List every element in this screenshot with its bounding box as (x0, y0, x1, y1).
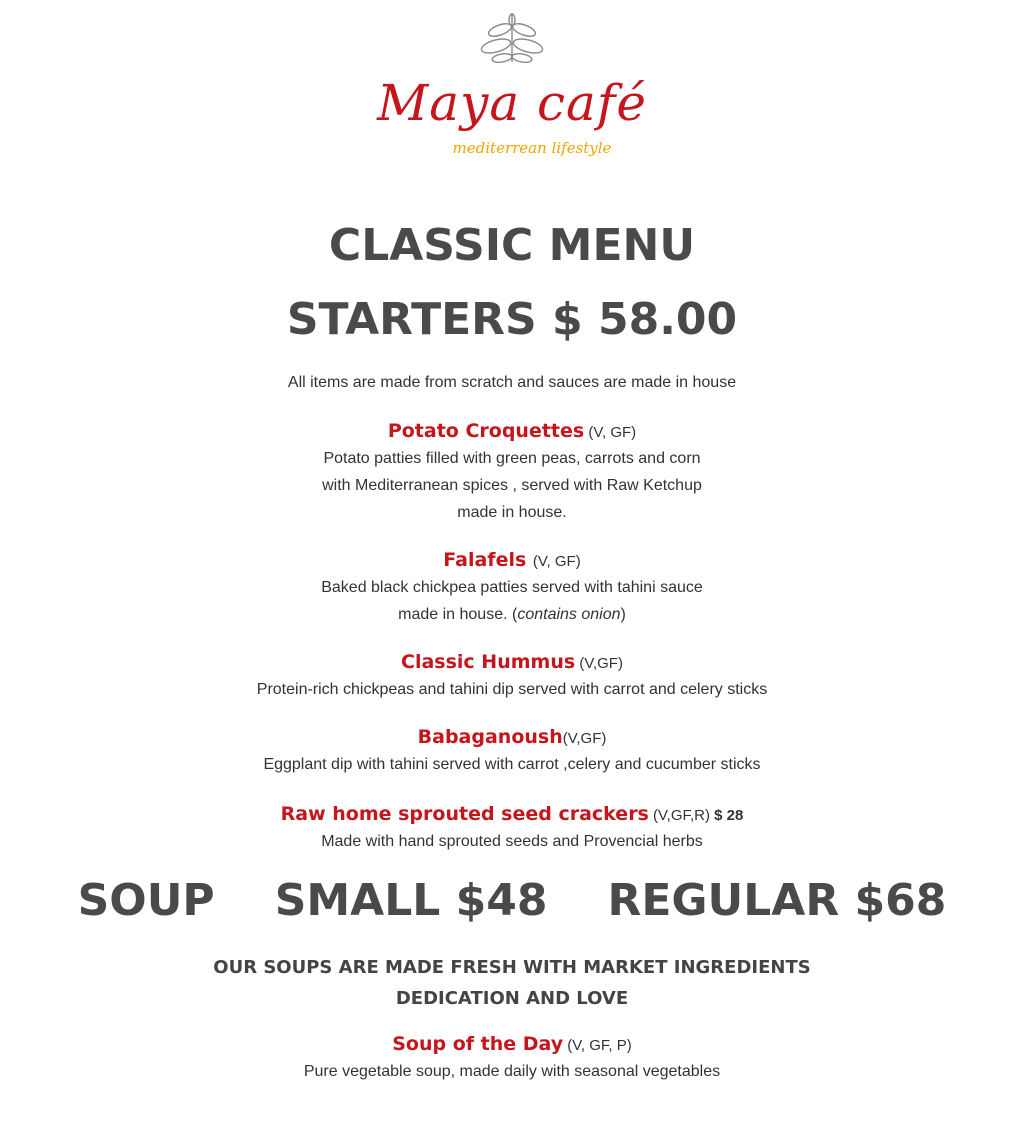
soup-header (0, 872, 1024, 930)
starters-title: STARTERS $ 58.00 (286, 294, 738, 345)
menu-item-seed-crackers (0, 802, 1024, 855)
item-name: Raw home sprouted seed crackers (280, 803, 649, 825)
item-tags: (V, GF, P) (563, 1037, 632, 1054)
item-description-line: made in house. (457, 504, 567, 521)
soup-note-line: DEDICATION AND LOVE (395, 988, 629, 1009)
allergen-note: contains onion (517, 606, 621, 623)
item-description-text: ) (620, 606, 626, 623)
soup-label: SOUP (77, 875, 215, 926)
menu-item-falafels (0, 548, 1024, 628)
soup-note (0, 952, 1024, 1014)
olive-branch-icon (474, 10, 550, 66)
item-description (0, 751, 1024, 778)
item-tags: (V,GF,R) (648, 807, 715, 824)
item-name: Babaganoush (417, 726, 563, 748)
soup-note-line: OUR SOUPS ARE MADE FRESH WITH MARKET INGREDIENTS (213, 957, 811, 978)
item-name: Soup of the Day (392, 1033, 564, 1055)
intro-text: All items are made from scratch and sauces are made in house (287, 374, 737, 391)
item-price: $ 28 (714, 807, 744, 824)
item-description (0, 574, 1024, 628)
menu-item-babaganoush (0, 725, 1024, 778)
item-description-line (0, 601, 1024, 628)
item-description (0, 828, 1024, 855)
item-description-line: Baked black chickpea patties served with tahini sauce (321, 579, 703, 596)
soup-small-price: SMALL $48 (274, 875, 548, 926)
item-tags: (V, GF) (584, 424, 637, 441)
brand-tagline: mediterrean lifestyle (452, 139, 612, 157)
item-description-line: Potato patties filled with green peas, carrots and corn (323, 450, 701, 467)
soup-regular-price: REGULAR $68 (607, 875, 947, 926)
item-name: Classic Hummus (401, 651, 576, 673)
brand-name: Maya café (377, 74, 647, 132)
logo (0, 10, 1024, 156)
item-description (0, 445, 1024, 526)
item-name: Potato Croquettes (387, 420, 585, 442)
item-description-line: Made with hand sprouted seeds and Provencial herbs (321, 833, 703, 850)
item-tags: (V,GF) (575, 655, 623, 672)
item-description-text: made in house. ( (398, 606, 518, 623)
item-tags: (V, GF) (532, 553, 581, 570)
menu-item-soup-of-the-day (0, 1032, 1024, 1085)
item-description-line: with Mediterranean spices , served with Raw Ketchup (322, 477, 702, 494)
menu-title: CLASSIC MENU (328, 220, 696, 271)
menu-item-classic-hummus (0, 650, 1024, 703)
item-description-line: Pure vegetable soup, made daily with seasonal vegetables (303, 1063, 721, 1080)
item-description (0, 1058, 1024, 1085)
item-description-line: Eggplant dip with tahini served with carrot ,celery and cucumber sticks (263, 756, 761, 773)
item-tags: (V,GF) (562, 730, 607, 747)
item-description-line: Protein-rich chickpeas and tahini dip served with carrot and celery sticks (256, 681, 768, 698)
item-description (0, 676, 1024, 703)
menu-item-potato-croquettes (0, 419, 1024, 526)
item-name: Falafels (443, 549, 533, 571)
